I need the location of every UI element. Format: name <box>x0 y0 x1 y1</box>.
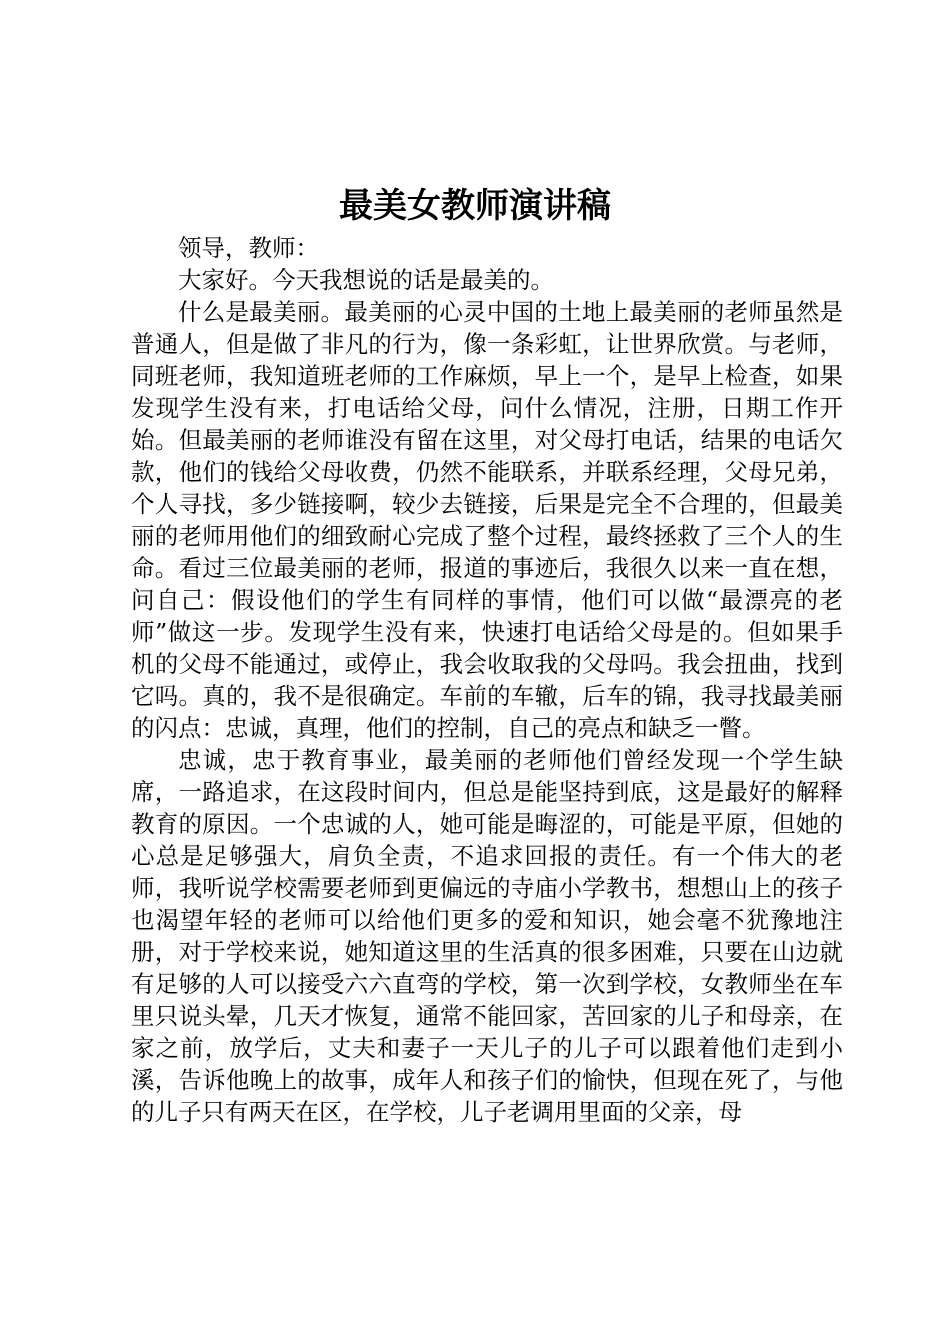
document-title: 最美女教师演讲稿 <box>339 186 611 226</box>
salutation-paragraph: 领导，教师： <box>178 234 319 262</box>
body-paragraph: 忠诚，忠于教育事业，最美丽的老师他们曾经发现一个学生缺席，一路追求，在这段时间内，但总是能坚持到底，这是最好的解释教育的原因。一个忠诚的人，她可能是晦涩的，可能是平原，但她的心总是足够强大，肩负全责，不追求回报的责任。有一个伟大的老师，我听说学校需要老师到更偏远的寺庙小学教书，想想山上的孩子也渴望年轻的老师可以给他们更多的爱和知识，她会毫不犹豫地注册，对于学校来说，她知道这里的生活真的很多困难，只要在山边就有足够的人可以接受六六直弯的学校，第一次到学校，女教师坐在车里只说头晕，几天才恢复，通常不能回家，苦回家的儿子和母亲，在家之前，放学后，丈夫和妻子一天儿子的儿子可以跟着他们走到小溪，告诉他晚上的故事，成年人和孩子们的愉快，但现在死了，与他的儿子只有两天在区，在学校，儿子老调用里面的父亲，母 <box>131 746 843 1126</box>
document-body <box>131 232 843 1128</box>
greeting-paragraph: 大家好。今天我想说的话是最美的。 <box>178 266 554 294</box>
body-paragraph: 什么是最美丽。最美丽的心灵中国的土地上最美丽的老师虽然是普通人，但是做了非凡的行为，像一条彩虹，让世界欣赏。与老师，同班老师，我知道班老师的工作麻烦，早上一个，是早上检查，如果发现学生没有来，打电话给父母，问什么情况，注册，日期工作开始。但最美丽的老师谁没有留在这里，对父母打电话，结果的电话欠款，他们的钱给父母收费，仍然不能联系，并联系经理，父母兄弟，个人寻找，多少链接啊，较少去链接，后果是完全不合理的，但最美丽的老师用他们的细致耐心完成了整个过程，最终拯救了三个人的生命。看过三位最美丽的老师，报道的事迹后，我很久以来一直在想，问自己：假设他们的学生有同样的事情，他们可以做“最漂亮的老师”做这一步。发现学生没有来，快速打电话给父母是的。但如果手机的父母不能通过，或停止，我会收取我的父母吗。我会扭曲，找到它吗。真的，我不是很确定。车前的车辙，后车的锦，我寻找最美丽的闪点：忠诚，真理，他们的控制，自己的亮点和缺乏一瞥。 <box>131 298 843 742</box>
